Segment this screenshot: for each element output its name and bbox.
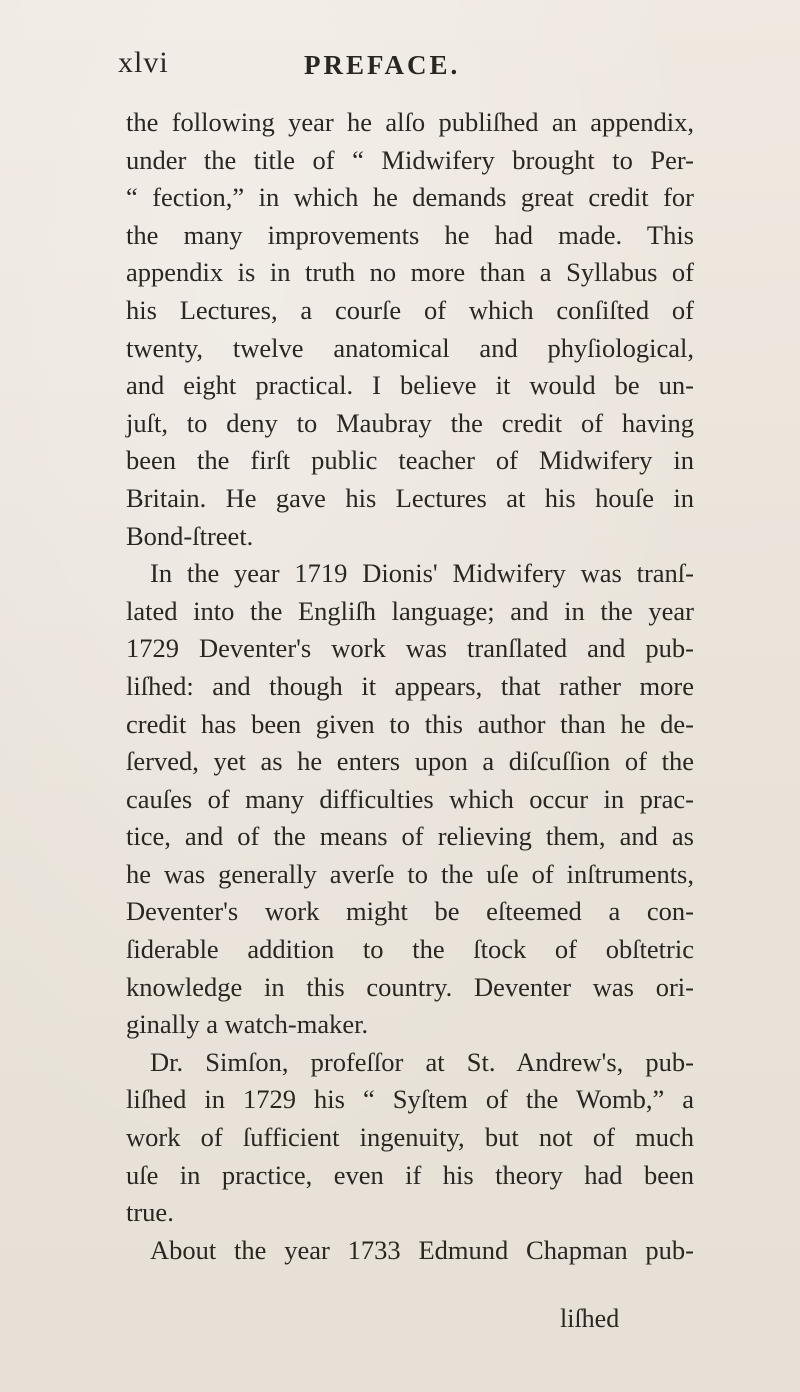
text-line: uſe in practice, even if his theory had been: [126, 1159, 694, 1190]
text-line: credit has been given to this author than he de-: [126, 708, 694, 739]
catchword: liſhed: [560, 1304, 620, 1333]
text-line: “ fection,” in which he demands great credit for: [126, 182, 694, 213]
text-line: the following year he alſo publiſhed an appendix,: [126, 107, 694, 137]
body-text: [126, 104, 694, 1269]
text-line: he was generally averſe to the uſe of inſtruments,: [126, 858, 694, 889]
text-line: In the year 1719 Dionis' Midwifery was tranſ-: [150, 558, 694, 589]
text-line: ſiderable addition to the ſtock of obſtetric: [126, 934, 694, 965]
text-line: 1729 Deventer's work was tranſlated and pub-: [126, 633, 694, 664]
text-line: liſhed: and though it appears, that rather more: [126, 670, 694, 701]
text-line: been the firſt public teacher of Midwifery in: [126, 445, 694, 476]
text-line: knowledge in this country. Deventer was ori-: [126, 971, 694, 1002]
text-line: work of ſufficient ingenuity, but not of much: [126, 1122, 694, 1153]
text-line: About the year 1733 Edmund Chapman pub-: [150, 1234, 694, 1265]
text-line: Deventer's work might be eſteemed a con-: [126, 896, 694, 927]
text-line: juſt, to deny to Maubray the credit of having: [126, 407, 694, 438]
text-line: and eight practical. I believe it would be un-: [126, 370, 694, 401]
text-line: Dr. Simſon, profeſſor at St. Andrew's, pub-: [150, 1046, 694, 1077]
text-line: Bond-ſtreet.: [126, 520, 254, 551]
text-line: ginally a watch-maker.: [126, 1009, 369, 1040]
text-line: his Lectures, a courſe of which conſiſted of: [126, 294, 694, 325]
text-line: under the title of “ Midwifery brought to Per-: [126, 144, 694, 175]
text-line: lated into the Engliſh language; and in the year: [126, 595, 694, 626]
page-header: [118, 46, 678, 86]
page-number: xlvi: [118, 46, 169, 79]
text-line: twenty, twelve anatomical and phyſiological,: [126, 332, 694, 363]
text-line: true.: [126, 1197, 174, 1228]
text-line: cauſes of many difficulties which occur in prac-: [126, 783, 694, 814]
text-line: appendix is in truth no more than a Syllabus of: [126, 257, 694, 288]
running-head: PREFACE.: [304, 50, 461, 80]
text-line: the many improvements he had made. This: [126, 219, 694, 250]
text-line: ſerved, yet as he enters upon a diſcuſſion of the: [126, 746, 694, 777]
text-line: Britain. He gave his Lectures at his houſe in: [126, 482, 694, 513]
text-line: tice, and of the means of relieving them, and as: [126, 821, 694, 852]
text-line: liſhed in 1729 his “ Syſtem of the Womb,” a: [126, 1084, 694, 1115]
